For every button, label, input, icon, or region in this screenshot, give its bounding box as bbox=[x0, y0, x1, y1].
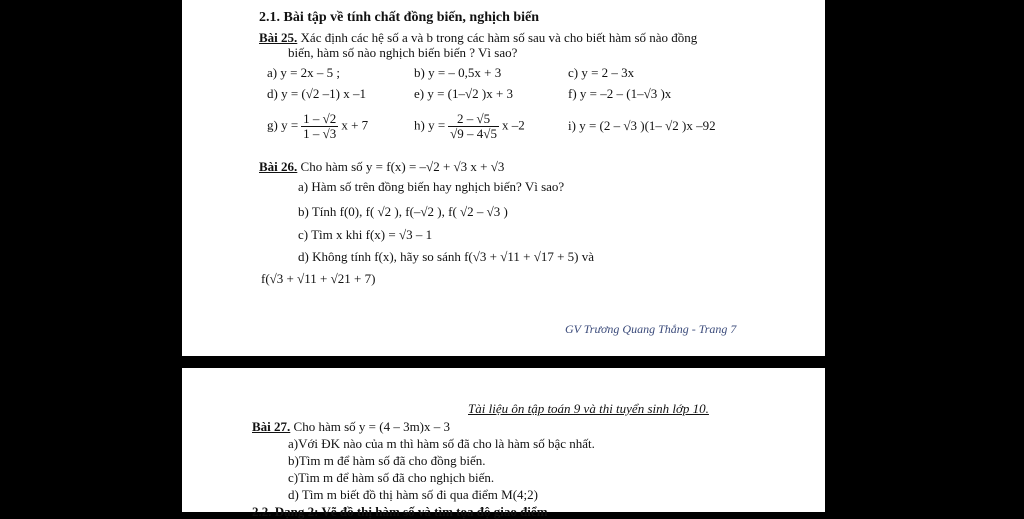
exercise-27-a: a)Với ĐK nào của m thì hàm số đã cho là hàm số bậc nhất. bbox=[288, 436, 595, 451]
exercise-26-text: Cho hàm số y = f(x) = –√2 + √3 x + √3 bbox=[297, 159, 505, 174]
page-footer: GV Trương Quang Thắng - Trang 7 bbox=[565, 322, 737, 336]
exercise-27-d: d) Tìm m biết đồ thị hàm số đi qua điểm M(4;2) bbox=[288, 487, 538, 502]
exercise-26-d-line2: f(√3 + √11 + √21 + 7) bbox=[261, 271, 376, 286]
section-title: 2.1. Bài tập về tính chất đồng biến, nghịch biến bbox=[259, 10, 540, 25]
exercise-26-a: a) Hàm số trên đồng biến hay nghịch biến? Vì sao? bbox=[298, 179, 565, 194]
item-h-numerator: 2 – √5 bbox=[448, 112, 499, 127]
exercise-25-text: Xác định các hệ số a và b trong các hàm số sau và cho biết hàm số nào đồng bbox=[297, 30, 698, 45]
exercise-27-label: Bài 27. bbox=[252, 419, 291, 434]
item-e: e) y = (1–√2 )x + 3 bbox=[414, 86, 514, 101]
item-h-denominator: √9 – 4√5 bbox=[450, 126, 497, 141]
exercise-27-intro bbox=[252, 420, 450, 434]
document-page-1 bbox=[182, 0, 825, 356]
exercise-26-label: Bài 26. bbox=[259, 159, 298, 174]
item-f: f) y = –2 – (1–√3 )x bbox=[568, 86, 672, 101]
exercise-27-c: c)Tìm m để hàm số đã cho nghịch biến. bbox=[288, 470, 495, 485]
item-b: b) y = – 0,5x + 3 bbox=[414, 65, 502, 80]
page-header: Tài liệu ôn tập toán 9 và thi tuyển sinh lớp 10. bbox=[468, 401, 709, 416]
exercise-25-line1 bbox=[259, 31, 697, 45]
exercise-26-intro bbox=[259, 160, 504, 174]
exercise-27-b: b)Tìm m để hàm số đã cho đồng biến. bbox=[288, 453, 486, 468]
exercise-26-d-line1: d) Không tính f(x), hãy so sánh f(√3 + √11 + √17 + 5) và bbox=[298, 249, 595, 264]
item-h-prefix: h) y = bbox=[414, 117, 446, 133]
document-page-2 bbox=[182, 368, 825, 519]
item-g bbox=[267, 112, 368, 141]
item-a: a) y = 2x – 5 ; bbox=[267, 65, 341, 80]
item-h-fraction bbox=[448, 112, 499, 141]
item-g-numerator: 1 – √2 bbox=[303, 111, 337, 126]
exercise-27-text: Cho hàm số y = (4 – 3m)x – 3 bbox=[290, 419, 451, 434]
item-g-suffix: x + 7 bbox=[341, 117, 369, 133]
item-g-fraction bbox=[301, 112, 338, 141]
exercise-26-c: c) Tìm x khi f(x) = √3 – 1 bbox=[298, 227, 433, 242]
item-g-denominator: 1 – √3 bbox=[303, 126, 337, 141]
exercise-25-label: Bài 25. bbox=[259, 30, 298, 45]
exercise-26-b: b) Tính f(0), f( √2 ), f(–√2 ), f( √2 – √3 ) bbox=[298, 204, 508, 219]
cut-off-section-title: 2.2. Dạng 2: Vẽ đồ thị hàm số và tìm tọa độ giao điểm bbox=[252, 504, 548, 519]
item-d: d) y = (√2 –1) x –1 bbox=[267, 86, 366, 101]
item-g-prefix: g) y = bbox=[267, 117, 299, 133]
item-i: i) y = (2 – √3 )(1– √2 )x –92 bbox=[568, 118, 716, 133]
item-h bbox=[414, 112, 525, 141]
item-h-suffix: x –2 bbox=[501, 117, 525, 133]
item-c: c) y = 2 – 3x bbox=[568, 65, 635, 80]
exercise-25-line2: biến, hàm số nào nghịch biến biến ? Vì sao? bbox=[288, 45, 518, 60]
